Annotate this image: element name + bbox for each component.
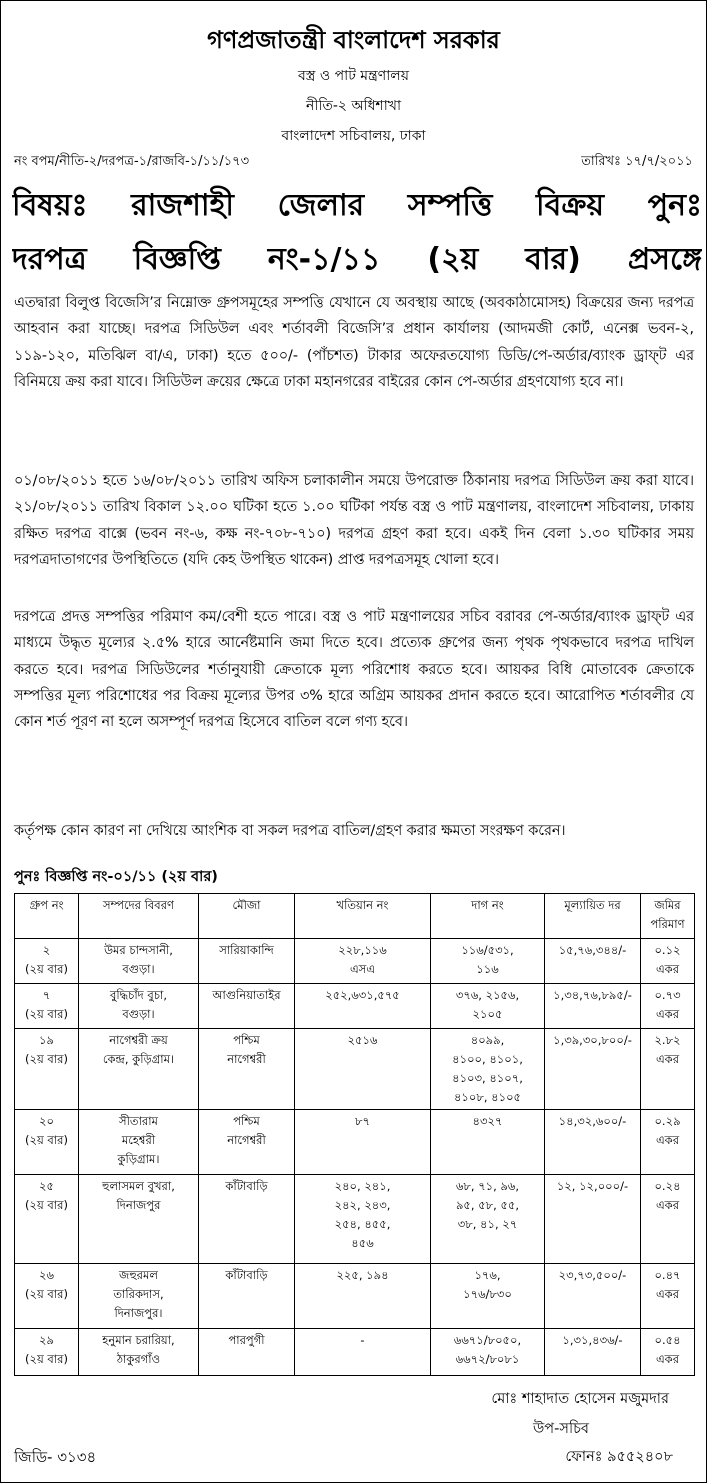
table-row: [15, 1029, 695, 1110]
paragraph-tender-invitation: এতদ্বারা বিলুপ্ত বিজেসি’র নিম্নোক্ত গ্রুপসমূহের সম্পত্তি যেখানে যে অবস্থায় আছে (অবকাঠামোসহ) বিক্রয়ের জন্য দরপত্র আহবান করা যাচ্ছে। দরপত্র সিডিউল এবং শর্তাবলী বিজেসি’র প্রধান কার্যালয় (আদমজী কোর্ট, এনেক্স ভবন-২, ১১৯-১২০, মতিঝিল বা/এ, ঢাকা) হতে ৫০০/- (পাঁচশত) টাকার অফেরতযোগ্য ডিডি/পে-অর্ডার/ব্যাংক ড্রাফ্‌ট এর বিনিময়ে ক্রয় করা যাবে। সিডিউল ক্রয়ের ক্ষেত্রে ঢাকা মহানগরের বাইরের কোন পে-অর্ডার গ্রহণযোগ্য হবে না।: [14, 295, 694, 390]
table-cell-group: ২০ (২য় বার): [15, 1110, 79, 1175]
table-row: [15, 1110, 695, 1175]
table-cell-khatian: ২২৮,১১৬ এসএ: [295, 939, 431, 984]
table-row: [15, 1264, 695, 1329]
subject-line-1: বিষয়ঃ রাজশাহী জেলার সম্পত্তি বিক্রয় পুনঃ: [12, 188, 702, 223]
table-cell-khatian: -: [295, 1329, 431, 1376]
table-cell-khatian: ২২৫, ১৯৪: [295, 1264, 431, 1329]
table-cell-mouza: কাঁটাবাড়ি: [199, 1264, 295, 1329]
table-cell-value: ১৪,৩২,৬০০/-: [545, 1110, 641, 1175]
col-mouza: মৌজা: [199, 894, 295, 939]
table-cell-group: ৭ (২য় বার): [15, 984, 79, 1029]
subject-line-2: দরপত্র বিজ্ঞপ্তি নং-১/১১ (২য় বার) প্রসঙ্গে: [12, 242, 702, 277]
col-land: জমির পরিমাণ: [641, 894, 695, 939]
table-cell-desc: সীতারাম মহেশ্বরী কুড়িগ্রাম।: [79, 1110, 199, 1175]
table-cell-khatian: ২৫১৬: [295, 1029, 431, 1110]
signatory-designation: উপ-সচিব: [533, 1421, 589, 1437]
table-caption: পুনঃ বিজ্ঞপ্তি নং-০১/১১ (২য় বার): [14, 869, 218, 885]
reference-number: নং বপম/নীতি-২/দরপত্র-১/রাজবি-১/১১/১৭৩: [14, 154, 250, 169]
table-cell-value: ২৩,৭৩,৫০০/-: [545, 1264, 641, 1329]
gd-number: জিডি- ৩১৩৪: [14, 1448, 97, 1466]
table-cell-mouza: কাঁটাবাড়ি: [199, 1175, 295, 1264]
table-cell-desc: নাগেশ্বরী ক্রয় কেন্দ্র, কুড়িগ্রাম।: [79, 1029, 199, 1110]
paragraph-conditions: দরপত্রে প্রদত্ত সম্পত্তির পরিমাণ কম/বেশী হতে পারে। বস্ত্র ও পাট মন্ত্রণালয়ের সচিব বরাবর পে-অর্ডার/ব্যাংক ড্রাফ্‌ট এর মাধ্যমে উদ্ধৃত মূল্যের ২.৫% হারে আর্নেষ্টমানি জমা দিতে হবে। প্রত্যেক গ্রুপের জন্য পৃথক পৃথকভাবে দরপত্র দাখিল করতে হবে। দরপত্র সিডিউলের শর্তানুযায়ী ক্রেতাকে মূল্য পরিশোধ করতে হবে। আয়কর বিধি মোতাবেক ক্রেতাকে সম্পত্তির মূল্য পরিশোধের পর বিক্রয় মূল্যের উপর ৩% হারে অগ্রিম আয়কর প্রদান করতে হবে। আরোপিত শর্তাবলীর যে কোন শর্ত পূরণ না হলে অসম্পূর্ণ দরপত্র হিসেবে বাতিল বলে গণ্য হবে।: [14, 609, 694, 731]
table-cell-land: ০.২৪ একর: [641, 1175, 695, 1264]
table-cell-land: ০.১২ একর: [641, 939, 695, 984]
table-cell-land: ০.৭৩ একর: [641, 984, 695, 1029]
table-cell-land: ০.২৯ একর: [641, 1110, 695, 1175]
table-cell-dag: ১৭৬, ১৭৬/৮৩০: [431, 1264, 545, 1329]
table-cell-khatian: ২৫২,৬৩১,৫৭৫: [295, 984, 431, 1029]
table-cell-value: ১,৩১,৪৩৬/-: [545, 1329, 641, 1376]
table-cell-dag: ১১৬/৫৩১, ১১৬: [431, 939, 545, 984]
table-cell-value: ১,৩৯,৩০,৮০০/-: [545, 1029, 641, 1110]
table-cell-dag: ৪০৯৯, ৪১০০, ৪১০১, ৪১০৩, ৪১০৭, ৪১০৮, ৪১০৫: [431, 1029, 545, 1110]
property-table: [14, 893, 695, 1376]
table-cell-mouza: পশ্চিম নাগেশ্বরী: [199, 1029, 295, 1110]
table-cell-group: ২৯ (২য় বার): [15, 1329, 79, 1376]
table-cell-desc: বুদ্ধিচাঁদ বুচা, বগুড়া।: [79, 984, 199, 1029]
table-row: [15, 939, 695, 984]
table-cell-khatian: ২৪০, ২৪১, ২৪২, ২৪৩, ২৫৪, ৪৫৫, ৪৫৬: [295, 1175, 431, 1264]
signatory-name: মোঃ শাহাদাত হোসেন মজুমদার: [491, 1391, 669, 1407]
table-cell-khatian: ৮৭: [295, 1110, 431, 1175]
col-khatian: খতিয়ান নং: [295, 894, 431, 939]
table-cell-dag: ৬৬৭১/৮০৫০, ৬৬৭২/৮০৮১: [431, 1329, 545, 1376]
col-group: গ্রুপ নং: [15, 894, 79, 939]
table-cell-land: ০.৫৪ একর: [641, 1329, 695, 1376]
table-cell-mouza: পশ্চিম নাগেশ্বরী: [199, 1110, 295, 1175]
table-cell-mouza: আগুনিয়াতাইর: [199, 984, 295, 1029]
table-cell-group: ২৬ (২য় বার): [15, 1264, 79, 1329]
table-cell-group: ১৯ (২য় বার): [15, 1029, 79, 1110]
table-cell-desc: উমর চান্দসানী, বগুড়া।: [79, 939, 199, 984]
table-cell-value: ১৫,৭৬,৩৪৪/-: [545, 939, 641, 984]
ministry-name: বস্ত্র ও পাট মন্ত্রণালয়: [298, 68, 409, 84]
table-cell-desc: হুলাসমল বুখরা, দিনাজপুর: [79, 1175, 199, 1264]
col-description: সম্পদের বিবরণ: [79, 894, 199, 939]
table-cell-land: ০.৪৭ একর: [641, 1264, 695, 1329]
table-cell-mouza: পারপুগী: [199, 1329, 295, 1376]
table-cell-dag: ৩৭৬, ২১৫৬, ২১০৫: [431, 984, 545, 1029]
table-cell-dag: ৬৮, ৭১, ৯৬, ৯৫, ৫৮, ৫৫, ৩৮, ৪১, ২৭: [431, 1175, 545, 1264]
table-cell-value: ১২, ১২,০০০/-: [545, 1175, 641, 1264]
branch-name: নীতি-২ অধিশাখা: [305, 98, 402, 114]
table-cell-mouza: সারিয়াকান্দি: [199, 939, 295, 984]
paragraph-authority-rights: কর্তৃপক্ষ কোন কারণ না দেখিয়ে আংশিক বা সকল দরপত্র বাতিল/গ্রহণ করার ক্ষমতা সংরক্ষণ করেন।: [14, 823, 566, 839]
table-cell-value: ১,৩৪,৭৬,৮৯৫/-: [545, 984, 641, 1029]
table-cell-desc: হনুমান চরারিয়া, ঠাকুরগাঁও: [79, 1329, 199, 1376]
table-row: [15, 984, 695, 1029]
table-cell-group: ২৫ (২য় বার): [15, 1175, 79, 1264]
signatory-phone: ফোনঃ ৯৫৫২৪০৮: [565, 1449, 673, 1465]
table-cell-group: ২ (২য় বার): [15, 939, 79, 984]
table-cell-dag: ৪৩২৭: [431, 1110, 545, 1175]
table-row: [15, 1329, 695, 1376]
government-title: গণপ্রজাতন্ত্রী বাংলাদেশ সরকার: [207, 26, 500, 54]
table-row: [15, 1175, 695, 1264]
table-cell-desc: জহুরমল তারিকদাস, দিনাজপুর।: [79, 1264, 199, 1329]
office-address: বাংলাদেশ সচিবালয়, ঢাকা: [281, 128, 426, 144]
paragraph-schedule-dates: ০১/০৮/২০১১ হতে ১৬/০৮/২০১১ তারিখ অফিস চলাকালীন সময়ে উপরোক্ত ঠিকানায় দরপত্র সিডিউল ক্রয় করা যাবে। ২১/০৮/২০১১ তারিখ বিকাল ১২.০০ ঘটিকা হতে ১.০০ ঘটিকা পর্যন্ত বস্ত্র ও পাট মন্ত্রণালয়, বাংলাদেশ সচিবালয়, ঢাকায় রক্ষিত দরপত্র বাক্সে (ভবন নং-৬, কক্ষ নং-৭০৮-৭১০) দরপত্র গ্রহণ করা হবে। একই দিন বেলা ১.৩০ ঘটিকার সময় দরপত্রদাতাগণের উপস্থিতিতে (যদি কেহ উপস্থিত থাকেন) প্রাপ্ত দরপত্রসমূহ খোলা হবে।: [14, 473, 694, 568]
table-cell-land: ২.৮২ একর: [641, 1029, 695, 1110]
col-value: মূল্যায়িত দর: [545, 894, 641, 939]
table-header-row: [15, 894, 695, 939]
col-dag: দাগ নং: [431, 894, 545, 939]
notice-date: তারিখঃ ১৭/৭/২০১১: [581, 154, 693, 169]
